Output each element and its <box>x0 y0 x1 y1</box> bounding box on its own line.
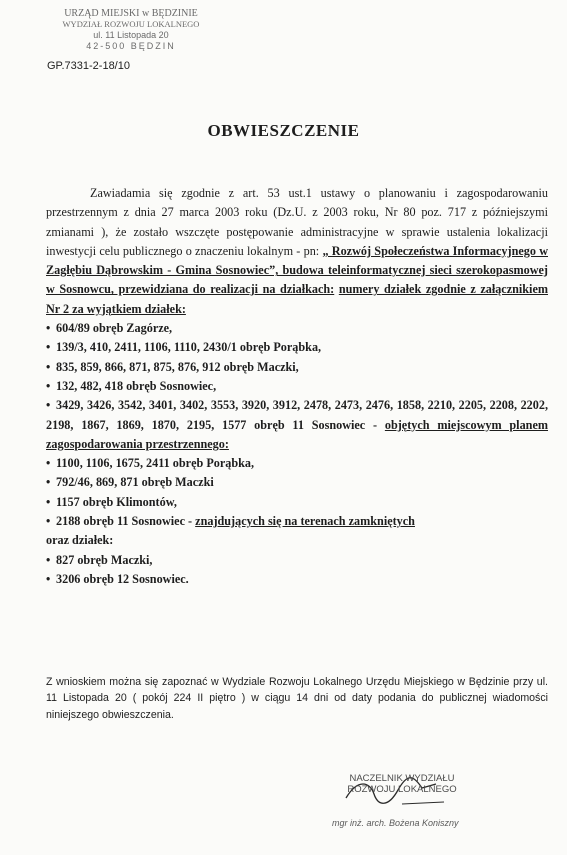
document-title: OBWIESZCZENIE <box>207 121 360 140</box>
list-item: • 139/3, 410, 2411, 1106, 1110, 2430/1 obręb Porąbka, <box>46 340 322 355</box>
intro-text: Zawiadamia się zgodnie z art. 53 ust.1 ustawy o planowaniu i zagospodarowaniu przestrzennym z dnia 27 marca 2003 roku (Dz.U. z 2003 roku, Nr 80 poz. 717 z późniejszymi zmianami ), że zostało wszczęte postępowanie administracyjne w sprawie ustalenia lokalizacji inwestycji celu publicznego o znaczeniu lokalnym - pn: <box>46 186 548 258</box>
list-item: • 1100, 1106, 1675, 2411 obręb Porąbka, <box>46 456 255 471</box>
intro-paragraph <box>46 184 548 319</box>
closing-paragraph: Z wnioskiem można się zapoznać w Wydziale Rozwoju Lokalnego Urzędu Miejskiego w Będzinie przy ul. 11 Listopada 20 ( pokój 224 II piętro ) w ciągu 14 dni od daty podania do publicznej wiadomości niniejszego obwieszczenia. <box>46 676 548 721</box>
list-item: • 1157 obręb Klimontów, <box>46 494 177 509</box>
signatory-name: mgr inż. arch. Bożena Koniszny <box>332 818 459 828</box>
plan-phrase: objętych miejscowym planem zagospodarowania przestrzennego: <box>46 417 549 451</box>
reference-number: GP.7331-2-18/10 <box>47 60 130 72</box>
list-item: • 2188 obręb 11 Sosnowiec - znajdujących się na terenach zamkniętych <box>46 514 415 529</box>
office-stamp <box>46 8 216 52</box>
signature-stamp-department: ROZWOJU LOKALNEGO <box>347 784 457 795</box>
signature-stamp-title: NACZELNIK WYDZIAŁU <box>349 773 455 784</box>
stamp-line-city: 42-500 BĘDZIN <box>86 41 176 51</box>
stamp-line-department: WYDZIAŁ ROZWOJU LOKALNEGO <box>62 19 200 29</box>
project-tail: numery działek zgodnie z załącznikiem Nr 2 za wyjątkiem działek: <box>46 282 549 316</box>
list-item: • 3206 obręb 12 Sosnowiec. <box>46 571 189 586</box>
closed-plots-list <box>46 454 548 589</box>
excluded-plots-list <box>46 319 548 454</box>
list-item: • 132, 482, 418 obręb Sosnowiec, <box>46 378 217 393</box>
list-item: • 3429, 3426, 3542, 3401, 3402, 3553, 3920, 3912, 2478, 2473, 2476, 1858, 2210, 2205, 2208, 2202, 2198, 1867, 1869, 1870, 2195, 1577 obręb 11 Sosnowiec - objętych miejscowym planem zagospodarowania przestrzennego: <box>46 398 549 451</box>
stamp-line-office: URZĄD MIEJSKI w BĘDZINIE <box>64 8 198 19</box>
announcement-body <box>46 184 548 589</box>
list-item: • 835, 859, 866, 871, 875, 876, 912 obręb Maczki, <box>46 359 299 374</box>
list-item: • 827 obręb Maczki, <box>46 552 153 567</box>
and-plots-label: oraz działek: <box>46 533 114 548</box>
project-name: „ Rozwój Społeczeństwa Informacyjnego w Zagłębiu Dąbrowskim - Gmina Sosnowiec”, budowa teleinformatycznej sieci szerokopasmowej w Sosnowcu, przewidziana do realizacji na działkach: <box>46 243 548 297</box>
list-item: • 604/89 obręb Zagórze, <box>46 321 173 336</box>
closed-phrase: znajdujących się na terenach zamkniętych <box>195 514 415 529</box>
stamp-line-street: ul. 11 Listopada 20 <box>93 30 169 40</box>
signature-stamp <box>322 773 482 795</box>
list-item: • 792/46, 869, 871 obręb Maczki <box>46 475 214 490</box>
